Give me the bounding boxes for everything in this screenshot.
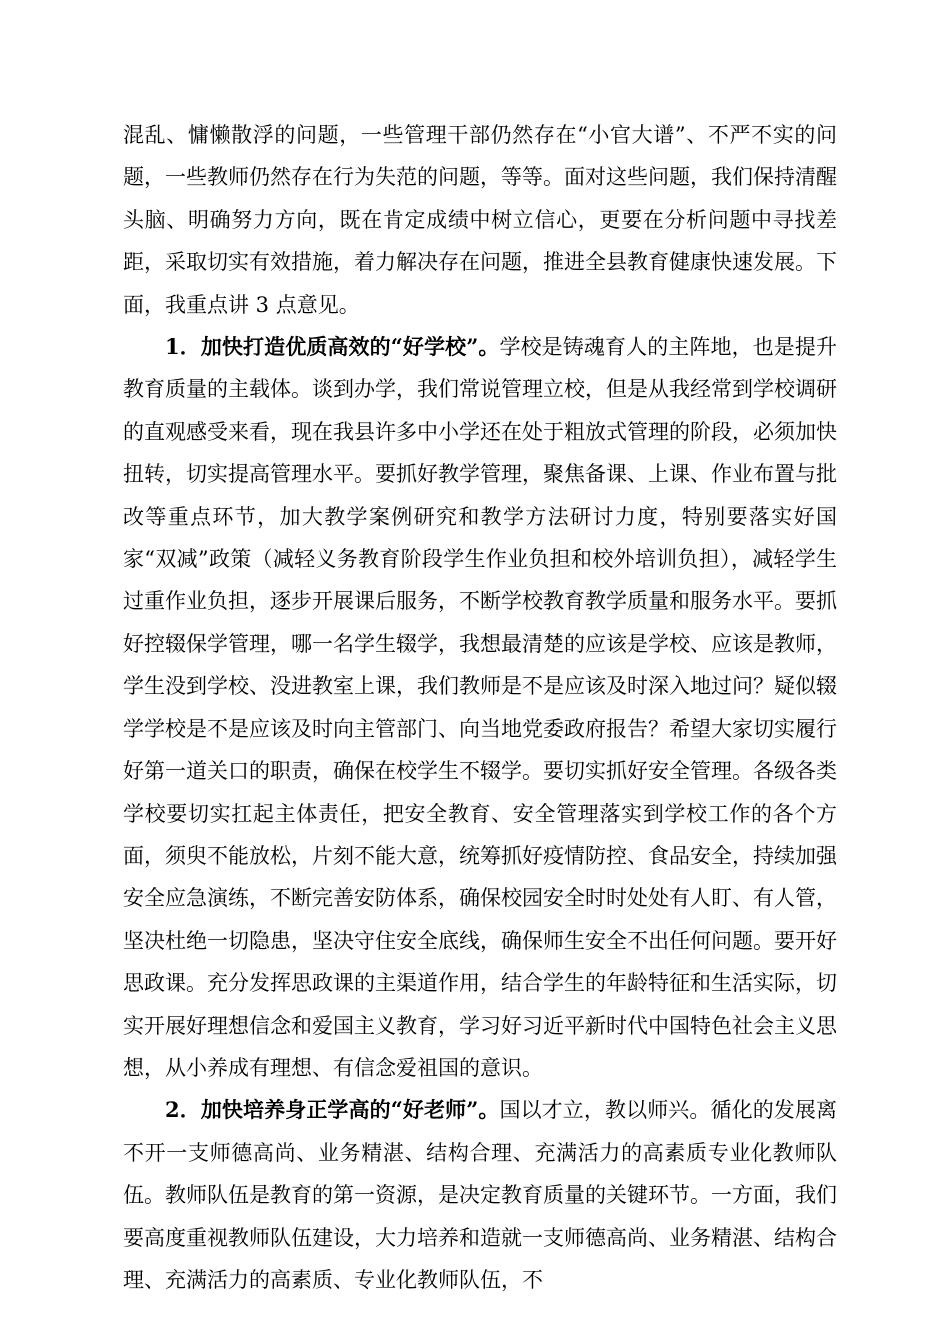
section-heading-good-school: 1．加快打造优质高效的“好学校”。: [165, 334, 500, 360]
document-page: [123, 114, 837, 1301]
paragraph-good-teacher: [123, 1089, 837, 1301]
paragraph-text: 学校是铸魂育人的主阵地，也是提升教育质量的主载体。谈到办学，我们常说管理立校，但是从我经常到学校调研的直观感受来看，现在我县许多中小学还在处于粗放式管理的阶段，必须加快扭转，切实提高管理水平。要抓好教学管理，聚焦备课、上课、作业布置与批改等重点环节，加大教学案例研究和教学方法研讨力度，特别要落实好国家“双减”政策（减轻义务教育阶段学生作业负担和校外培训负担），减轻学生过重作业负担，逐步开展课后服务，不断学校教育教学质量和服务水平。要抓好控辍保学管理，哪一名学生辍学，我想最清楚的应该是学校、应该是教师，学生没到学校、没进教室上课，我们教师是不是应该及时深入地过问？疑似辍学学校是不是应该及时向主管部门、向当地党委政府报告？希望大家切实履行好第一道关口的职责，确保在校学生不辍学。要切实抓好安全管理。各级各类学校要切实扛起主体责任，把安全教育、安全管理落实到学校工作的各个方面，须臾不能放松，片刻不能大意，统筹抓好疫情防控、食品安全，持续加强安全应急演练，不断完善安防体系，确保校园安全时时处处有人盯、有人管，坚决杜绝一切隐患，坚决守住安全底线，确保师生安全不出任何问题。要开好思政课。充分发挥思政课的主渠道作用，结合学生的年龄特征和生活实际，切实开展好理想信念和爱国主义教育，学习好习近平新时代中国特色社会主义思想，从小养成有理想、有信念爱祖国的意识。: [123, 335, 837, 1080]
paragraph-text: 混乱、慵懒散浮的问题，一些管理干部仍然存在“小官大谱”、不严不实的问题，一些教师仍然存在行为失范的问题，等等。面对这些问题，我们保持清醒头脑、明确努力方向，既在肯定成绩中树立信心，更要在分析问题中寻找差距，采取切实有效措施，着力解决存在问题，推进全县教育健康快速发展。下面，我重点讲 3 点意见。: [123, 123, 837, 317]
paragraph-intro-continuation: [123, 114, 837, 326]
section-heading-good-teacher: 2．加快培养身正学高的“好老师”。: [165, 1097, 500, 1123]
paragraph-text: 国以才立，教以师兴。循化的发展离不开一支师德高尚、业务精湛、结构合理、充满活力的高素质专业化教师队伍。教师队伍是教育的第一资源，是决定教育质量的关键环节。一方面，我们要高度重视教师队伍建设，大力培养和造就一支师德高尚、业务精湛、结构合理、充满活力的高素质、专业化教师队伍，不: [123, 1098, 837, 1292]
paragraph-good-school: [123, 326, 837, 1089]
